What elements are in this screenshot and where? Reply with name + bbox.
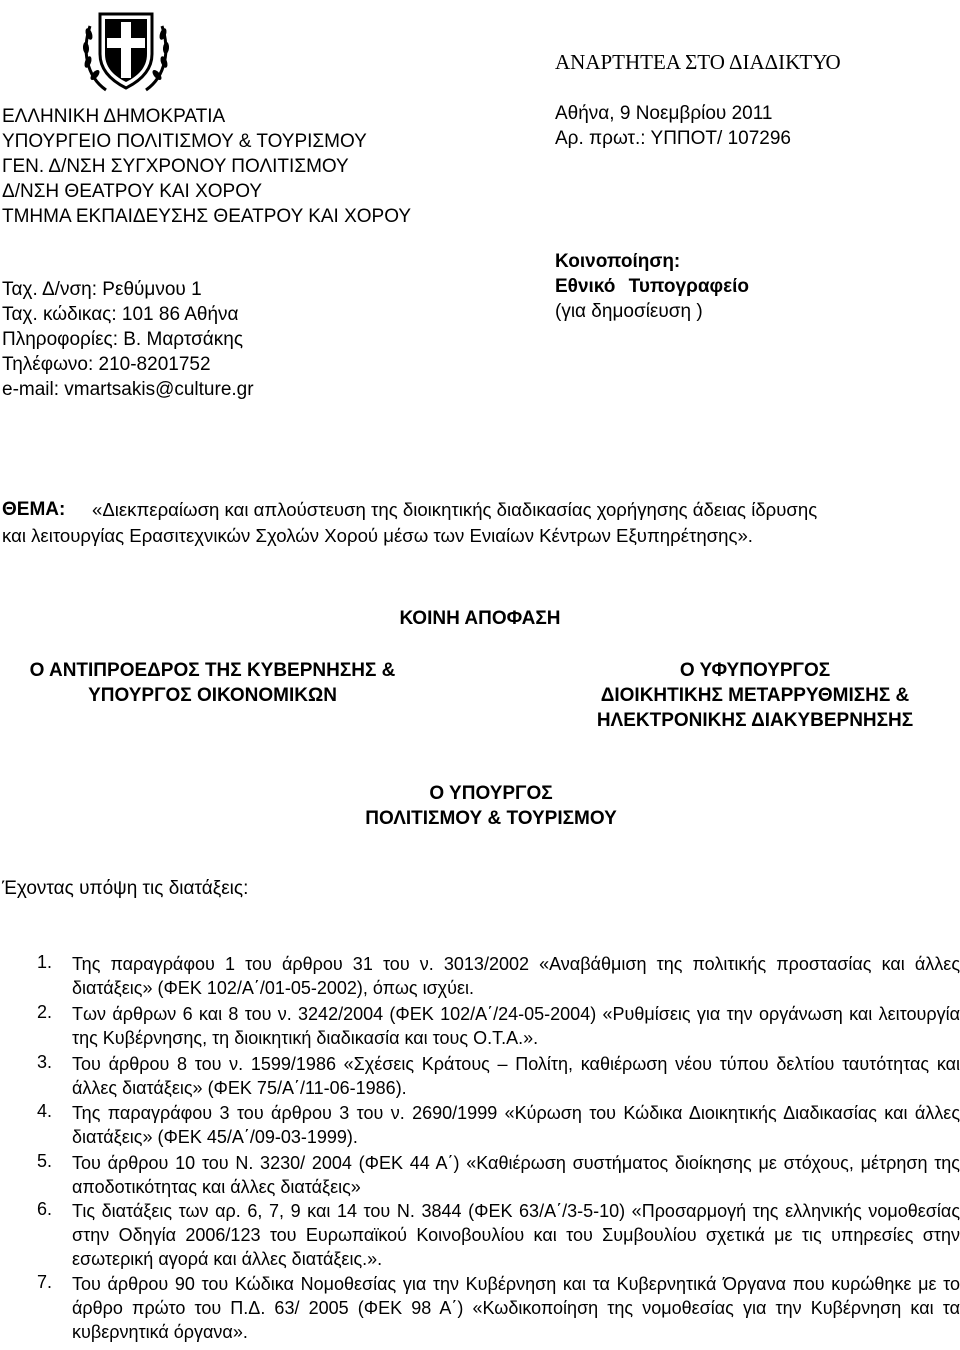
signer-line: ΥΠΟΥΡΓΟΣ ΟΙΚΟΝΟΜΙΚΩΝ: [88, 685, 337, 706]
org-line: ΓΕΝ. Δ/ΝΣΗ ΣΥΓΧΡΟΝΟΥ ΠΟΛΙΤΙΣΜΟΥ: [2, 156, 349, 177]
contact-line: Ταχ. κώδικας: 101 86 Αθήνα: [2, 304, 239, 325]
contact-line: Ταχ. Δ/νση: Ρεθύμνου 1: [2, 279, 202, 300]
notify-recipient: Εθνικό Τυπογραφείο: [555, 276, 750, 297]
signer-line: Ο ΥΦΥΠΟΥΡΓΟΣ: [679, 660, 831, 681]
provision-number: 6.: [37, 1199, 53, 1219]
protocol-line: Αρ. πρωτ.: ΥΠΠΟΤ/ 107296: [555, 128, 791, 149]
contact-line: Τηλέφωνο: 210-8201752: [2, 354, 211, 375]
org-line: ΤΜΗΜΑ ΕΚΠΑΙΔΕΥΣΗΣ ΘΕΑΤΡΟΥ ΚΑΙ ΧΟΡΟΥ: [2, 206, 412, 227]
provision-text: Του άρθρου 90 του Κώδικα Νομοθεσίας για την Κυβέρνηση και τα Κυβερνητικά Όργανα που κυρώθηκε με το άρθρο πρώτο του Π.Δ. 63/ 2005 (ΦΕΚ 98 Α΄) «Κωδικοποίηση της νομοθεσίας για την Κυβέρνηση και τα κυβερνητικά όργανα».: [72, 1274, 960, 1342]
provision-text: Των άρθρων 6 και 8 του ν. 3242/2004 (ΦΕΚ 102/Α΄/24-05-2004) «Ρυθμίσεις για την οργάνωση και λειτουργία της Κυβέρνησης, τη διοικητική διαδικασία και τους Ο.Τ.Α.».: [72, 1004, 960, 1048]
provision-number: 5.: [37, 1151, 53, 1171]
subject-line: «Διεκπεραίωση και απλούστευση της διοικητικής διαδικασίας χορήγησης άδειας ίδρυσης: [92, 499, 818, 520]
contact-email: e-mail: vmartsakis@culture.gr: [2, 379, 254, 400]
subject-label: ΘΕΜΑ:: [2, 499, 66, 520]
provision-number: 1.: [37, 952, 53, 972]
header-posting-notice: ΑΝΑΡΤΗΤΕΑ ΣΤΟ ΔΙΑΔΙΚΤΥΟ: [555, 50, 841, 74]
signer-center: [0, 781, 960, 831]
signer-line: ΠΟΛΙΤΙΣΜΟΥ & ΤΟΥΡΙΣΜΟΥ: [365, 808, 617, 829]
contact-line: Πληροφορίες: Β. Μαρτσάκης: [2, 329, 244, 350]
provision-number: 7.: [37, 1272, 53, 1292]
notify-note: (για δημοσίευση ): [555, 301, 703, 322]
greek-coat-of-arms-emblem: [80, 4, 172, 96]
organization-block: [2, 104, 411, 229]
considering-intro: Έχοντας υπόψη τις διατάξεις:: [2, 878, 249, 899]
provision-text: Τις διατάξεις των αρ. 6, 7, 9 και 14 του Ν. 3844 (ΦΕΚ 63/Α΄/3-5-10) «Προσαρμογή της ελληνικής νομοθεσίας στην Οδηγία 2006/123 του Ευρωπαϊκού Κοινοβουλίου και του Συμβουλίου σχετικά με τις υπηρεσίες στην εσωτερική αγορά και άλλες διατάξεις.».: [72, 1201, 960, 1269]
signer-right: [555, 658, 955, 733]
signer-line: Ο ΥΠΟΥΡΓΟΣ: [429, 783, 553, 804]
provision-text: Του άρθρου 10 του Ν. 3230/ 2004 (ΦΕΚ 44 Α΄) «Καθιέρωση συστήματος διοίκησης με στόχους, μέτρηση της αποδοτικότητας και άλλες διατάξεις»: [72, 1153, 960, 1197]
date-line: Αθήνα, 9 Νοεμβρίου 2011: [555, 103, 773, 124]
provision-text: Της παραγράφου 1 του άρθρου 31 του ν. 3013/2002 «Αναβάθμιση της πολιτικής προστασίας και άλλες διατάξεις» (ΦΕΚ 102/Α΄/01-05-2002), όπως ισχύει.: [72, 954, 960, 998]
signer-line: Ο ΑΝΤΙΠΡΟΕΔΡΟΣ ΤΗΣ ΚΥΒΕΡΝΗΣΗΣ &: [29, 660, 396, 681]
provision-number: 2.: [37, 1002, 53, 1022]
provision-number: 3.: [37, 1052, 53, 1072]
signer-left: [0, 658, 425, 708]
decision-title: ΚΟΙΝΗ ΑΠΟΦΑΣΗ: [399, 608, 561, 629]
notification-block: [555, 249, 749, 324]
contact-block: [2, 277, 254, 402]
provision-text: Του άρθρου 8 του ν. 1599/1986 «Σχέσεις Κράτους – Πολίτη, καθιέρωση νέου τύπου δελτίου ταυτότητας και άλλες διατάξεις» (ΦΕΚ 75/Α΄/11-06-1986).: [72, 1054, 960, 1098]
emblem-icon: [80, 4, 172, 96]
signer-line: ΔΙΟΙΚΗΤΙΚΗΣ ΜΕΤΑΡΡΥΘΜΙΣΗΣ &: [600, 685, 910, 706]
provision-number: 4.: [37, 1101, 53, 1121]
date-protocol-block: [555, 101, 791, 151]
signer-line: ΗΛΕΚΤΡΟΝΙΚΗΣ ΔΙΑΚΥΒΕΡΝΗΣΗΣ: [596, 710, 914, 731]
provision-text: Της παραγράφου 3 του άρθρου 3 του ν. 2690/1999 «Κύρωση του Κώδικα Διοικητικής Διαδικασίας και άλλες διατάξεις» (ΦΕΚ 45/Α΄/09-03-1999).: [72, 1103, 960, 1147]
org-line: Δ/ΝΣΗ ΘΕΑΤΡΟΥ ΚΑΙ ΧΟΡΟΥ: [2, 181, 263, 202]
org-line: ΕΛΛΗΝΙΚΗ ΔΗΜΟΚΡΑΤΙΑ: [2, 106, 226, 127]
notify-label: Κοινοποίηση:: [555, 251, 681, 272]
subject-line: και λειτουργίας Ερασιτεχνικών Σχολών Χορού μέσω των Ενιαίων Κέντρων Εξυπηρέτησης».: [2, 525, 753, 546]
org-line: ΥΠΟΥΡΓΕΙΟ ΠΟΛΙΤΙΣΜΟΥ & ΤΟΥΡΙΣΜΟΥ: [2, 131, 367, 152]
